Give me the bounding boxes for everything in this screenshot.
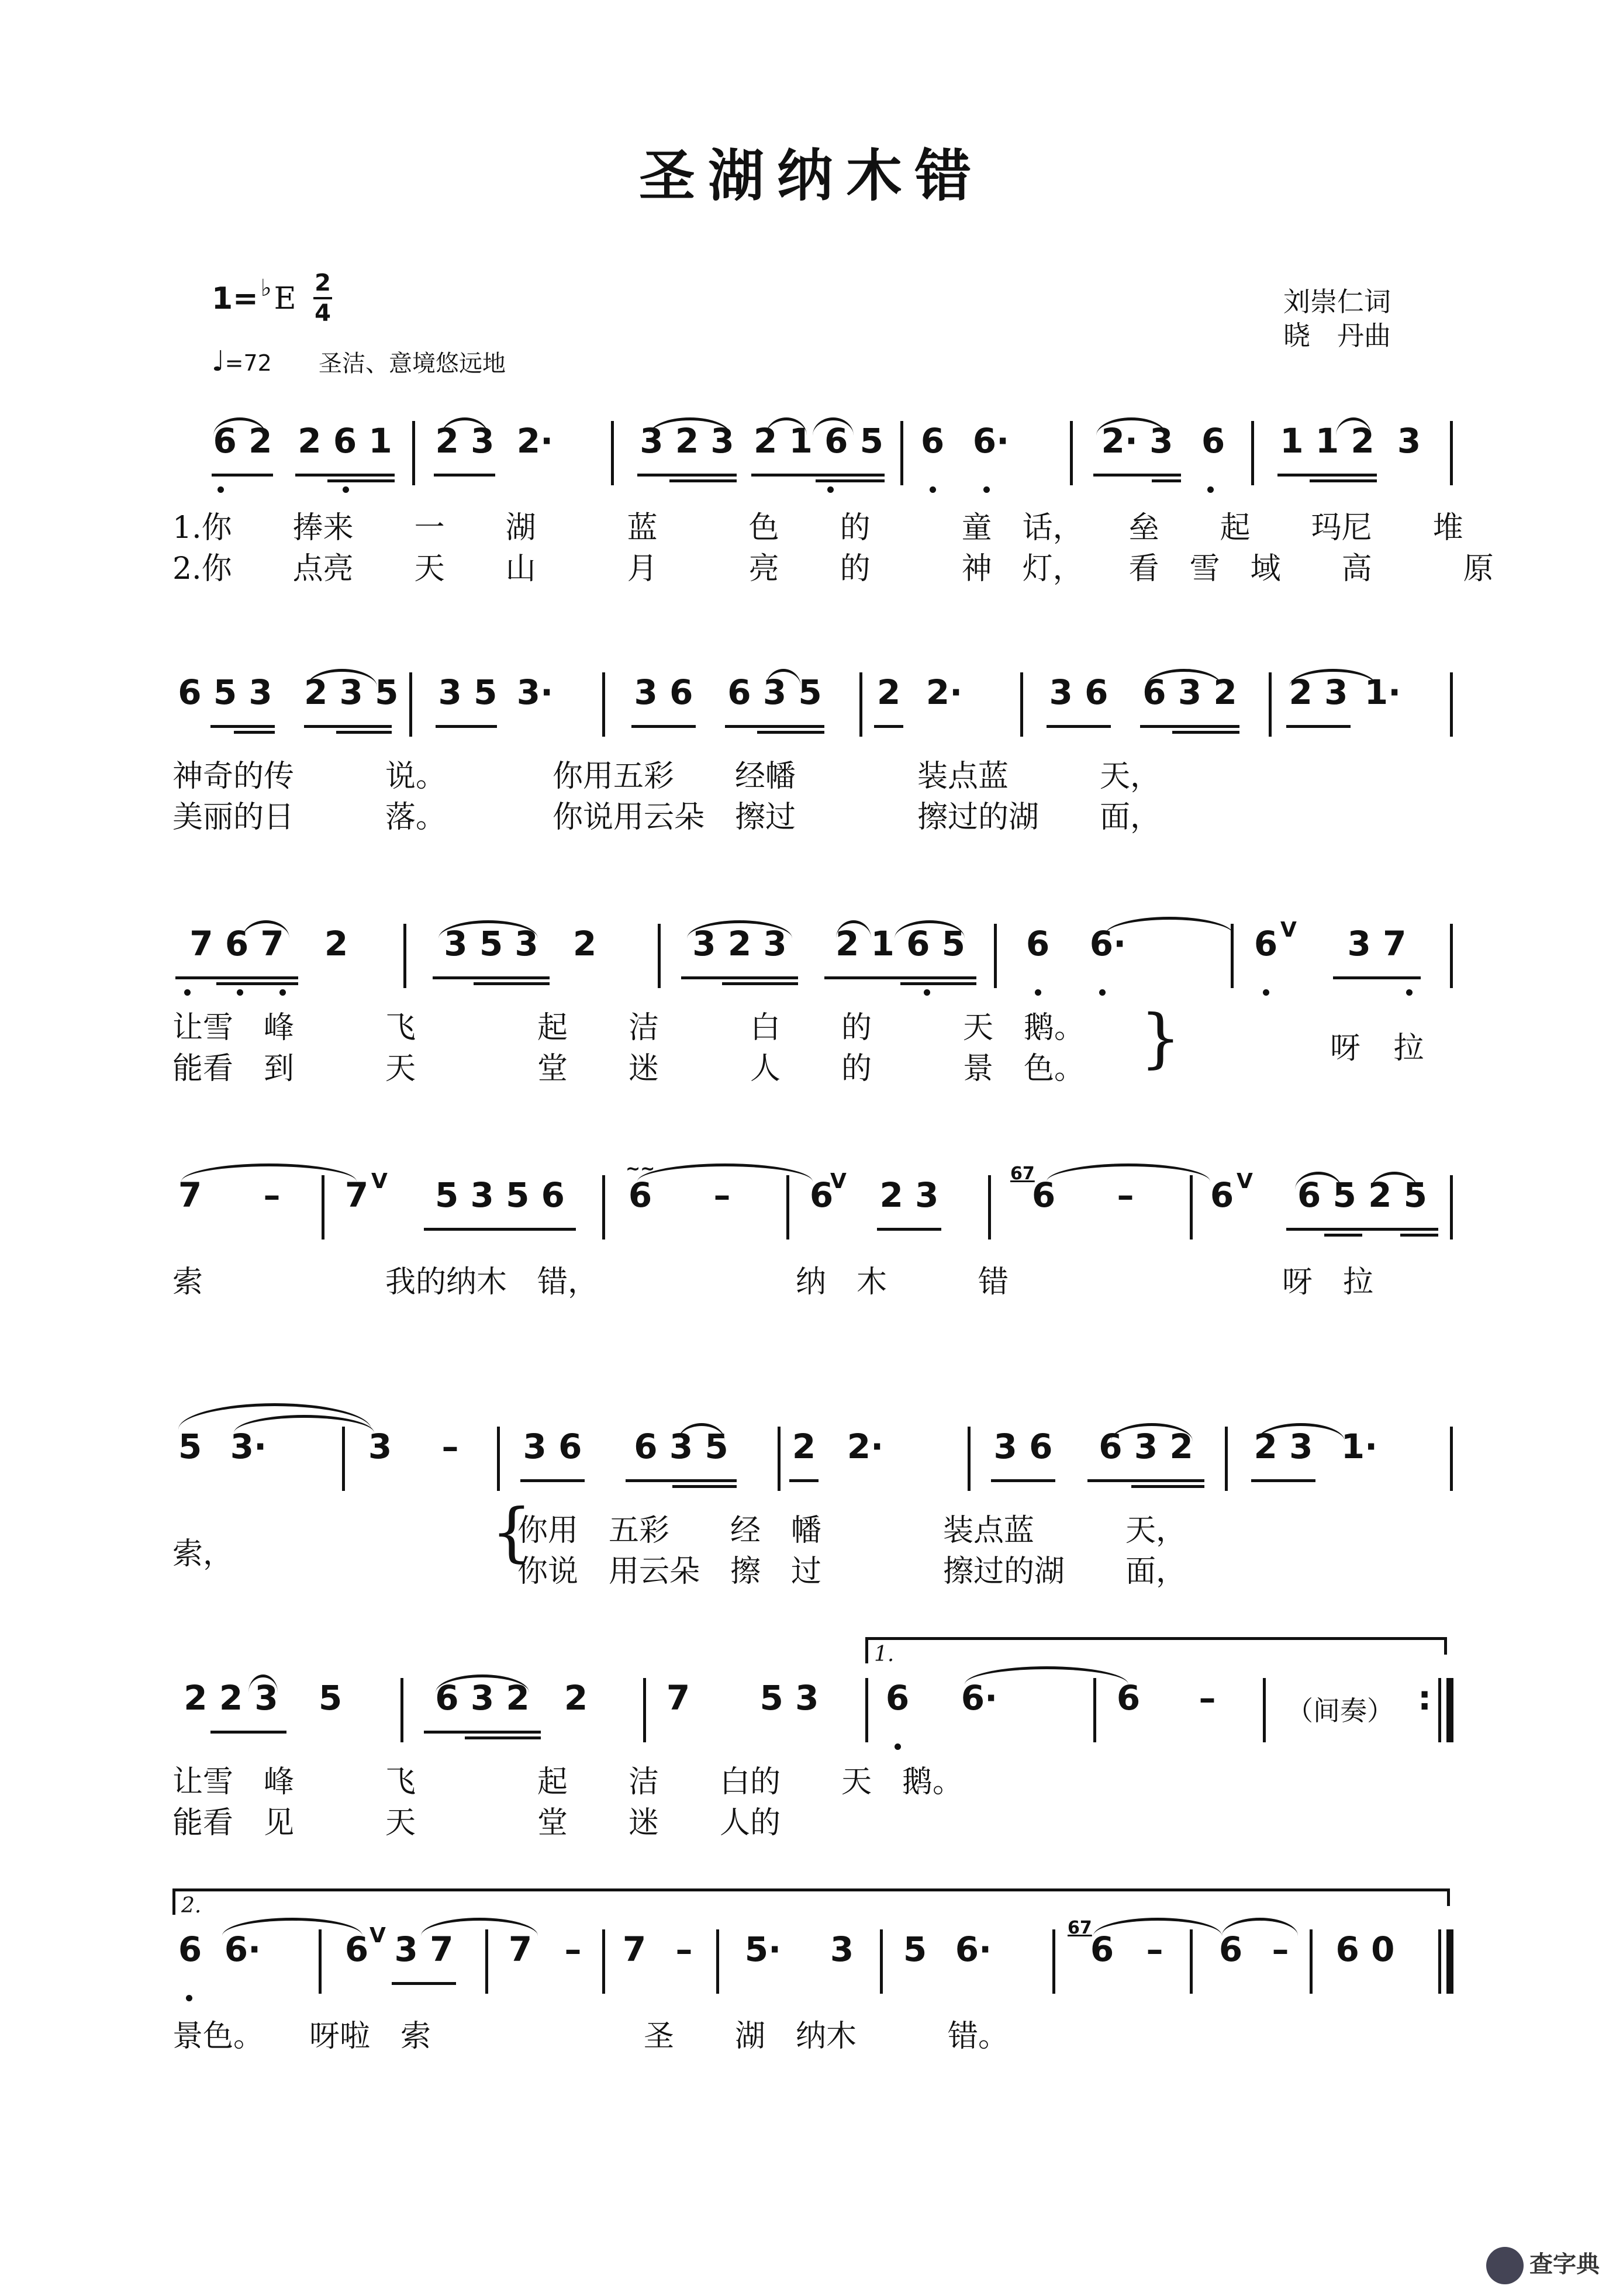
note-group: – [713,1175,731,1215]
note-group: 3 5 [438,672,498,712]
low-octave-dot [930,486,936,493]
volta-end [1444,1637,1447,1655]
underline [1286,1228,1438,1231]
underline [210,1731,286,1734]
underline [631,725,696,728]
low-octave-dot [279,989,286,996]
note-group: – [263,1175,281,1215]
underline [672,1485,737,1488]
barline [611,421,614,485]
staff-line-6 [0,1642,1623,1841]
underline [669,479,737,482]
note-group: 6 [809,1175,834,1215]
note-group: 7 6 7 [189,924,284,964]
watermark-text: 查字典 [1529,2251,1600,2278]
underline [1131,1485,1204,1488]
note-group: 3 2 3 [640,421,734,461]
staff-line-5 [0,1427,1623,1589]
lyric-verse-2: 美丽的日 落。 你说用云朵 擦过 擦过的湖 面， [172,800,1161,835]
note-group: – [1272,1929,1289,1969]
note-group: 6· [972,421,1010,461]
barline [988,1175,991,1240]
underline [424,1228,576,1231]
underline [1087,1479,1204,1482]
barline [497,1427,500,1491]
barline [342,1427,345,1491]
note-group: 3 6 [523,1427,582,1466]
staff-line-7 [0,1894,1623,2081]
notation-row [0,1427,1623,1491]
note-group: 5 [903,1929,927,1969]
volta-label: 1. [874,1642,895,1666]
key-prefix: 1= [212,281,258,316]
barline [319,1929,322,1994]
slur [1371,1172,1418,1190]
note-group: – [1146,1929,1163,1969]
low-octave-dot [343,486,349,493]
note-group: 2 3 [1289,672,1348,712]
barline [322,1175,324,1240]
second-ending-bracket [172,1888,1450,1918]
slur [836,920,871,938]
barline [859,672,862,737]
note-group: 6· [961,1678,998,1718]
note-group: 6 2 [213,421,272,461]
notation-row [0,1159,1623,1240]
note-group: 6 [178,1929,202,1969]
time-sig-top: 2 [315,270,331,296]
barline [900,421,903,485]
slur [1111,1423,1193,1441]
note-group: 2 6 1 [298,421,392,461]
note-group: 7 [622,1929,647,1969]
barline [994,924,997,988]
note-group: 6 [628,1175,652,1215]
notation-row [0,672,1623,737]
note-group: 3 6 [1049,672,1109,712]
note-group: 3 6 [993,1427,1053,1466]
site-watermark [1486,2246,1600,2284]
slur [213,417,266,436]
barline [403,924,406,988]
note-group: 3 5 3 [444,924,538,964]
underline [1333,976,1421,979]
underline [465,1736,541,1739]
underline [816,479,885,482]
note-group: 2 3 [1253,1427,1313,1466]
note-group: 2 [324,924,348,964]
note-group: 6 [1218,1929,1243,1969]
note-group: 6 5 2 5 [1297,1175,1427,1215]
breath-mark: V [371,1169,388,1193]
breath-mark: V [1237,1169,1253,1193]
note-group: 2 2 3 [184,1678,278,1718]
note-group: 6 0 [1335,1929,1395,1969]
lyric-left: 索， [172,1537,234,1572]
underline [751,474,885,477]
note-group: 6 [1210,1175,1234,1215]
staff-line-2 [0,672,1623,835]
slur [637,1163,813,1182]
slur [181,1163,357,1182]
note-group: 6 3 2 [1099,1427,1193,1466]
notation-row [0,918,1623,988]
time-signature [313,270,332,326]
note-group: – [564,1929,582,1969]
note-group: 6· [955,1929,992,1969]
underline [210,725,275,728]
underline [757,731,824,734]
note-group: 6 5 3 [178,672,272,712]
underline [626,1479,737,1482]
repeat-barline [1438,1678,1441,1742]
underline [1277,474,1377,477]
slur [766,669,801,687]
lyric-side: 呀 拉 [1330,1031,1436,1066]
low-octave-dot [184,989,191,996]
note-group: 6 3 2 [1142,672,1237,712]
key-signature [212,275,296,316]
note-group: 7 [508,1929,533,1969]
low-octave-dot [1099,989,1106,996]
note-group: 5 3 [759,1678,819,1718]
barline [1190,1175,1193,1240]
note-group: 3 6 [634,672,693,712]
underline [877,1228,941,1231]
slur [965,1666,1128,1684]
time-sig-bottom: 4 [315,300,331,327]
note-group: 2 [572,924,597,964]
note-group: 6 3 5 [727,672,822,712]
underline [722,982,798,985]
underline [1324,1234,1362,1237]
underline [1047,725,1111,728]
note-group: 3 7 [1347,924,1407,964]
note-group: 5 [318,1678,343,1718]
barline [1450,1427,1453,1491]
song-title: 圣湖纳木错 [639,143,984,209]
low-octave-dot [983,486,990,493]
note-group: 2· [847,1427,884,1466]
note-group: 3 7 [394,1929,454,1969]
note-group: 6 [1201,421,1225,461]
low-octave-dot [895,1743,901,1750]
barline [602,1175,605,1240]
low-octave-dot [1035,989,1041,996]
slur [1222,1918,1298,1936]
note-group: 3· [516,672,554,712]
note-group: 7 [344,1175,369,1215]
note-group: 7 [178,1175,202,1215]
note-group: 2· [926,672,963,712]
note-group: 2· [516,421,554,461]
underline [991,1479,1055,1482]
barline [1020,672,1023,737]
watermark-logo-icon [1486,2247,1524,2284]
barline [602,672,605,737]
underline [336,731,392,734]
low-octave-dot [1406,989,1413,996]
note-group: 6 3 5 [634,1427,728,1466]
underline [434,474,495,477]
barline [1070,421,1073,485]
low-octave-dot [924,989,930,996]
note-group: 5 [178,1427,202,1466]
slur [687,920,792,938]
note-group: 3 [368,1427,392,1466]
underline [392,1982,456,1985]
note-group: 6 [885,1678,910,1718]
key-note: E [274,281,296,316]
note-group: – [675,1929,693,1969]
barline [1450,672,1453,737]
tempo-value: =72 [225,350,272,376]
note-group: 1· [1341,1427,1378,1466]
tempo-mark [212,345,272,378]
lyric-verse-2: 能看 到 天 堂 迷 人 的 景 色。 [172,1051,1085,1086]
note-group: 2 3 5 [304,672,399,712]
underline [1152,479,1181,482]
grace-notes: 67 [1068,1918,1092,1938]
note-group: – [1199,1678,1216,1718]
lyric-line: 景色。 呀啦 索 圣 湖 纳木 错。 [172,2019,1009,2054]
low-octave-dot [237,989,243,996]
barline [409,672,412,737]
slur [243,920,289,938]
low-octave-dot [827,486,834,493]
barline [778,1427,781,1491]
lyric-verse-1: 让雪 峰 飞 起 洁 白 的 天 鹅。 [172,1010,1085,1045]
lyric-verse-1: 1.你 捧来 一 湖 蓝 色 的 童 话， 垒 起 玛尼 堆 [172,510,1463,545]
lyric-verse-2: 2.你 点亮 天 山 月 亮 的 神 灯， 看 雪 域 高 原 [172,551,1494,586]
repeat-dots: : [1418,1678,1432,1718]
underline [637,474,737,477]
note-group: 1 1 2 [1280,421,1375,461]
note-group: 6 [1025,924,1050,964]
barline [786,1175,789,1240]
underline [327,479,395,482]
slur [1336,417,1371,436]
note-group: – [441,1427,459,1466]
barline [1450,421,1453,485]
lyric-verse-1: 你用 五彩 经 幡 装点蓝 天， [517,1513,1187,1548]
note-group: 2 [564,1678,588,1718]
barline [643,1678,646,1742]
expression-mark: 圣洁、意境悠远地 [319,350,506,377]
first-ending-bracket [865,1637,1447,1666]
underline [295,474,395,477]
lyric-verse-1: 让雪 峰 飞 起 洁 白的 天 鹅。 [172,1765,964,1800]
low-octave-dot [186,1995,192,2001]
slur [441,417,488,436]
note-group: 6· [224,1929,261,1969]
underline [216,982,298,985]
lyric-verse-2: 你说 用云朵 擦 过 擦过的湖 面， [517,1554,1187,1589]
barline [658,924,661,988]
note-group: 3 [1397,421,1421,461]
note-group: 6 [920,421,945,461]
underline [1140,725,1239,728]
note-group: 3· [230,1427,267,1466]
low-octave-dot [217,486,224,493]
low-octave-dot [1207,486,1214,493]
barline [400,1678,403,1742]
slur [421,1918,538,1936]
breath-mark: V [1280,918,1297,942]
time-sig-divider [313,297,332,299]
underline [212,474,273,477]
breath-mark: V [370,1924,386,1948]
slur [1105,917,1234,935]
final-barline-thick [1446,1929,1453,1994]
underline [1286,725,1351,728]
slur [649,417,731,436]
note-group: 3 [830,1929,854,1969]
slur [436,1674,529,1693]
note-group: 5· [744,1929,782,1969]
barline [716,1929,719,1994]
volta-label: 2. [181,1894,202,1918]
staff-line-1 [0,421,1623,586]
barline [1269,672,1272,737]
volta-end [1447,1888,1450,1906]
repeat-barline-thick [1446,1678,1453,1742]
barline [1310,1929,1313,1994]
note-group: 1· [1364,672,1401,712]
lyric-verse-2: 能看 见 天 堂 迷 人的 [172,1805,781,1841]
slur [248,1674,278,1693]
verse-brace: } [1140,1000,1181,1075]
slur [1146,669,1222,687]
slur [438,920,538,938]
underline [725,725,824,728]
slur [1093,1918,1222,1936]
underline [474,982,550,985]
note-group: 2 3 [879,1175,939,1215]
slur [678,1423,725,1441]
slur [766,417,807,436]
underline [1093,474,1181,477]
underline [789,1479,819,1482]
flat-icon: ♭ [260,275,272,302]
underline [304,725,392,728]
barline [1450,924,1453,988]
lyric-verse-1: 神奇的传 说。 你用五彩 经幡 装点蓝 天， [172,759,1161,794]
slur [895,920,965,938]
staff-line-3 [0,918,1623,1086]
breath-mark: V [830,1169,847,1193]
barline [1263,1678,1266,1742]
barline [880,1929,883,1994]
underline [900,982,976,985]
note-group: 2 1 6 5 [753,421,883,461]
note-group: – [1117,1175,1134,1215]
notation-row [0,421,1623,485]
grace-notes: 67 [1010,1163,1035,1184]
verse-brace: { [491,1494,532,1569]
note-group: 2 [876,672,901,712]
note-group: 6 [1116,1678,1141,1718]
barline [865,1678,868,1742]
barline [1225,1427,1228,1491]
note-group: 7 [666,1678,690,1718]
lyricist-credit: 刘崇仁词 [1283,286,1391,317]
underline [433,976,550,979]
quarter-note-icon: ♩ [212,345,225,378]
note-group: 6 [1090,1929,1114,1969]
barline [602,1929,605,1994]
note-group: 3 2 3 [692,924,787,964]
underline [874,725,903,728]
underline [1310,479,1377,482]
underline [824,976,976,979]
barline [1190,1929,1193,1994]
underline [681,976,798,979]
note-group: 6 [1031,1175,1056,1215]
slur [1257,1423,1345,1441]
slur [1047,1163,1210,1182]
note-group: 6 [1253,924,1278,964]
underline [175,976,298,979]
underline [234,731,275,734]
composer-credit: 晓 丹曲 [1283,320,1391,351]
underline [436,725,497,728]
slur [307,669,377,687]
barline [1052,1929,1055,1994]
final-barline [1438,1929,1441,1994]
barline [412,421,415,485]
barline [1251,421,1254,485]
slur [1096,417,1166,436]
underline [1172,731,1239,734]
barline [1450,1175,1453,1240]
low-octave-dot [1263,989,1269,996]
barline [968,1427,971,1491]
note-group: 6· [1089,924,1127,964]
note-group: 5 3 5 6 [434,1175,565,1215]
slur [813,417,854,436]
interlude-mark: （间奏） [1286,1695,1394,1727]
note-group: 2 [792,1427,816,1466]
notation-row [0,1918,1623,1994]
staff-line-4 [0,1159,1623,1327]
underline [520,1479,585,1482]
underline [1251,1479,1315,1482]
notation-row [0,1678,1623,1742]
note-group: 6 3 2 [435,1678,530,1718]
barline [485,1929,488,1994]
slur [1295,1172,1342,1190]
note-group: 2 3 [435,421,495,461]
note-group: 6 [344,1929,369,1969]
underline [1400,1234,1438,1237]
slur [1289,669,1377,687]
underline [424,1731,541,1734]
note-group: 2 1 6 5 [835,924,965,964]
note-group: 2· 3 [1101,421,1173,461]
slur [222,1918,362,1936]
lyric-line: 索 我的纳木 错， 纳 木 错 呀 拉 [172,1265,1374,1300]
trill-icon: ~~ [626,1159,655,1179]
barline [1093,1678,1096,1742]
